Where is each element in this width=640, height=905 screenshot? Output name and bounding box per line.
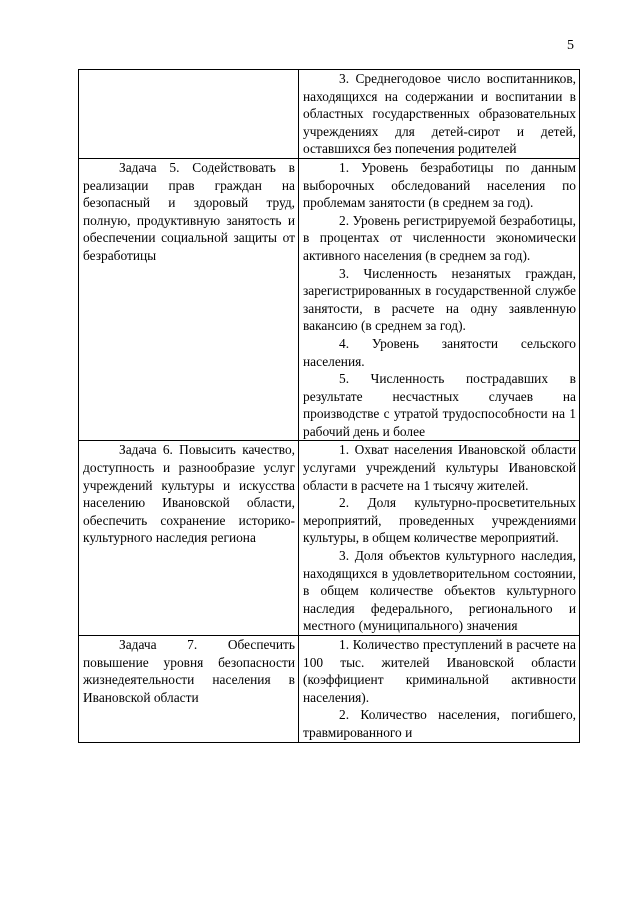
indicator-item: 3. Среднегодовое число воспитанников, находящихся на содержании и воспитании в областных государственных образовательных учреждениях для детей-сирот и детей, оставшихся без попечения родителей — [303, 71, 576, 157]
task-text: Задача 6. Повысить качество, доступность и разнообразие услуг учреждений культуры и искусства населению Ивановской области, обеспечить сохранение историко-культурного наследия региона — [83, 442, 295, 546]
task-text: Задача 7. Обеспечить повышение уровня безопасности жизнедеятельности населения в Ивановской области — [83, 637, 295, 705]
task-cell — [79, 441, 299, 636]
table-row — [79, 70, 580, 159]
task-cell — [79, 70, 299, 159]
indicator-item: 2. Уровень регистрируемой безработицы, в процентах от численности экономически активного населения (в среднем за год). — [303, 212, 576, 263]
indicator-item: 1. Охват населения Ивановской области услугами учреждений культуры Ивановской области в расчете на 1 тысячу жителей. — [303, 442, 576, 493]
indicators-cell — [299, 441, 580, 636]
indicator-item: 5. Численность пострадавших в результате несчастных случаев на производстве с утратой трудоспособности на 1 рабочий день и более — [303, 371, 576, 439]
task-cell — [79, 158, 299, 441]
table-row — [79, 441, 580, 636]
task-text: Задача 5. Содействовать в реализации прав граждан на безопасный и здоровый труд, полную, продуктивную занятость и обеспечении социальной защиты от безработицы — [83, 159, 295, 263]
indicator-item: 3. Численность незанятых граждан, зарегистрированных в государственной службе занятости, в расчете на одну заявленную вакансию (в среднем за год). — [303, 265, 576, 334]
indicator-item: 2. Доля культурно-просветительных мероприятий, проведенных учреждениями культуры, в общем количестве мероприятий. — [303, 495, 576, 546]
table-row — [79, 158, 580, 441]
indicator-item: 1. Количество преступлений в расчете на 100 тыс. жителей Ивановской области (коэффициент криминальной активности населения). — [303, 637, 576, 705]
indicator-item: 2. Количество населения, погибшего, травмированного и — [303, 707, 576, 740]
tasks-indicators-table — [78, 69, 580, 743]
page-number: 5 — [567, 38, 574, 53]
indicator-item: 3. Доля объектов культурного наследия, находящихся в удовлетворительном состоянии, в общем количестве объектов культурного наследия федерального, регионального и местного (муниципального) значения — [303, 548, 576, 634]
task-cell — [79, 636, 299, 743]
indicators-cell — [299, 158, 580, 441]
table-row — [79, 636, 580, 743]
indicators-cell — [299, 70, 580, 159]
indicator-item: 1. Уровень безработицы по данным выборочных обследований населения по проблемам занятости (в среднем за год). — [303, 159, 576, 211]
indicators-cell — [299, 636, 580, 743]
indicator-item: 4. Уровень занятости сельского населения. — [303, 335, 576, 369]
